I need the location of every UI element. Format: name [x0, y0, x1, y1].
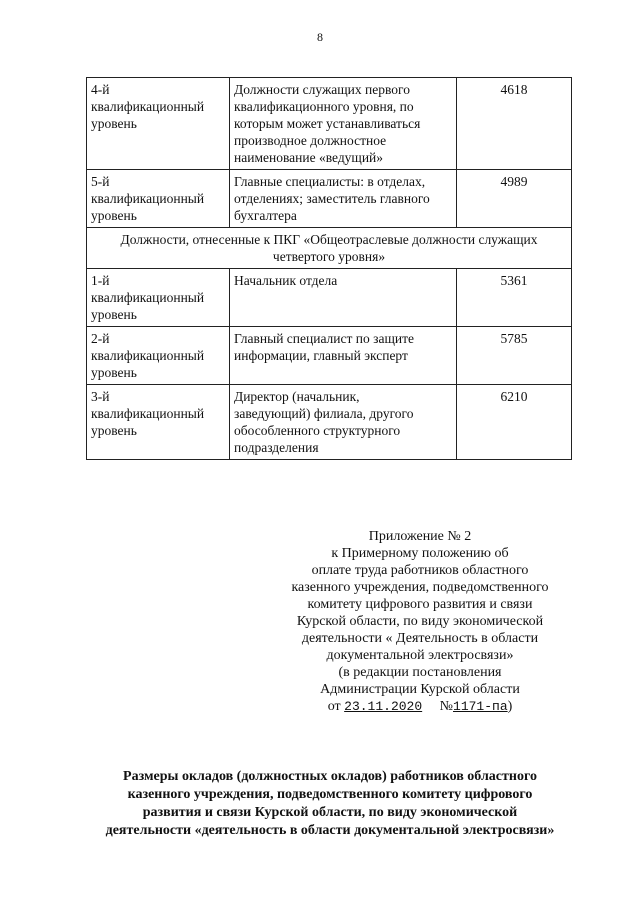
appendix-date-line: [250, 698, 590, 715]
level-line: квалификационный: [91, 348, 205, 363]
closing-paren: ): [507, 699, 513, 714]
table-row: [87, 78, 572, 170]
group-header-line: Должности, отнесенные к ПКГ «Общеотраслевые должности служащих: [120, 232, 538, 247]
positions-line: которым может устанавливаться: [234, 116, 421, 131]
heading-line: Размеры окладов (должностных окладов) работников областного: [123, 769, 537, 784]
appendix-block: [250, 528, 590, 715]
level-line: квалификационный: [91, 290, 205, 305]
level-cell: [87, 78, 230, 170]
level-line: 3-й: [91, 389, 110, 404]
appendix-line: оплате труда работников областного: [311, 563, 529, 578]
level-cell: [87, 385, 230, 460]
table-row: [87, 385, 572, 460]
level-line: квалификационный: [91, 191, 205, 206]
page-number: 8: [317, 30, 323, 44]
level-line: 5-й: [91, 174, 110, 189]
salary-cell: 4989: [457, 170, 572, 228]
table-row: [87, 269, 572, 327]
appendix-line: документальной электросвязи»: [326, 648, 514, 663]
positions-line: Главные специалисты: в отделах,: [234, 174, 426, 189]
level-line: уровень: [91, 365, 137, 380]
positions-line: производное должностное: [234, 133, 387, 148]
positions-line: Директор (начальник,: [234, 389, 360, 404]
positions-cell: [230, 385, 457, 460]
positions-line: отделениях; заместитель главного: [234, 191, 430, 206]
positions-line: заведующий) филиала, другого: [234, 406, 414, 421]
table-row: [87, 327, 572, 385]
appendix-line: деятельности « Деятельность в области: [301, 631, 539, 646]
level-line: квалификационный: [91, 406, 205, 421]
level-cell: [87, 269, 230, 327]
level-line: уровень: [91, 116, 137, 131]
appendix-line: Приложение № 2: [368, 529, 472, 544]
level-cell: [87, 170, 230, 228]
heading-line: казенного учреждения, подведомственного комитету цифрового: [127, 787, 533, 802]
positions-line: обособленного структурного: [234, 423, 401, 438]
level-line: 1-й: [91, 273, 110, 288]
appendix-line: комитету цифрового развития и связи: [307, 597, 533, 612]
positions-line: Начальник отдела: [234, 273, 338, 288]
positions-line: информации, главный эксперт: [234, 348, 408, 363]
level-line: уровень: [91, 307, 137, 322]
salary-cell: 5361: [457, 269, 572, 327]
appendix-line: к Примерному положению об: [331, 546, 509, 561]
level-line: уровень: [91, 208, 137, 223]
level-line: 4-й: [91, 82, 110, 97]
positions-line: подразделения: [234, 440, 319, 455]
level-cell: [87, 327, 230, 385]
appendix-line: (в редакции постановления: [338, 665, 502, 680]
group-header-cell: [87, 228, 572, 269]
table-row: [87, 170, 572, 228]
level-line: уровень: [91, 423, 137, 438]
date-prefix: от: [327, 699, 341, 714]
document-date: 23.11.2020: [344, 699, 423, 714]
appendix-line: казенного учреждения, подведомственного: [291, 580, 549, 595]
document-number: 1171-па: [453, 699, 508, 714]
appendix-line: Курской области, по виду экономической: [296, 614, 544, 629]
level-line: 2-й: [91, 331, 110, 346]
positions-cell: [230, 327, 457, 385]
number-prefix: №: [439, 699, 454, 714]
positions-cell: [230, 269, 457, 327]
positions-line: Должности служащих первого: [234, 82, 410, 97]
heading-line: деятельности «деятельность в области документальной электросвязи»: [105, 823, 555, 838]
level-line: квалификационный: [91, 99, 205, 114]
positions-line: бухгалтера: [234, 208, 297, 223]
positions-line: квалификационного уровня, по: [234, 99, 414, 114]
positions-cell: [230, 170, 457, 228]
section-heading: [50, 768, 610, 840]
positions-cell: [230, 78, 457, 170]
positions-line: наименование «ведущий»: [234, 150, 384, 165]
salary-cell: 6210: [457, 385, 572, 460]
appendix-line: Администрации Курской области: [320, 682, 520, 697]
salary-table: [86, 77, 572, 460]
salary-cell: 5785: [457, 327, 572, 385]
group-header-row: [87, 228, 572, 269]
heading-line: развития и связи Курской области, по виду экономической: [142, 805, 518, 820]
positions-line: Главный специалист по защите: [234, 331, 414, 346]
group-header-line: четвертого уровня»: [272, 249, 386, 264]
salary-cell: 4618: [457, 78, 572, 170]
